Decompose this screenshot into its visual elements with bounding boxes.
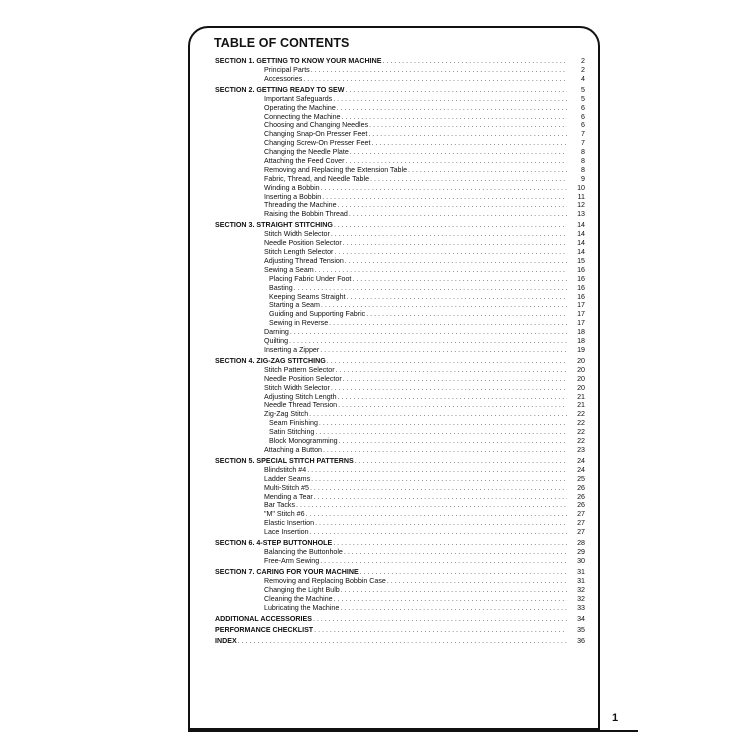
table-of-contents (215, 57, 585, 646)
toc-entry-label: Changing the Light Bulb (264, 585, 340, 594)
toc-entry-row (215, 557, 585, 566)
toc-entry-label: Fabric, Thread, and Needle Table (264, 174, 370, 183)
toc-entry-page: 21 (577, 401, 585, 410)
dot-leader (321, 301, 567, 310)
toc-entry-label: PERFORMANCE CHECKLIST (215, 625, 314, 634)
toc-entry-page: 20 (577, 365, 585, 374)
toc-entry-label: Important Safeguards (264, 94, 333, 103)
toc-entry-label: Block Monogramming (269, 436, 338, 445)
toc-entry-label: Adjusting Thread Tension (264, 256, 344, 265)
toc-entry-page: 8 (581, 156, 585, 165)
toc-entry-label: Choosing and Changing Needles (264, 121, 369, 130)
toc-section-row (215, 357, 585, 366)
toc-entry-label: Operating the Machine (264, 103, 336, 112)
toc-entry-row (215, 319, 585, 328)
toc-entry-label: Cleaning the Machine (264, 594, 333, 603)
toc-entry-row (215, 384, 585, 393)
toc-section-row (215, 539, 585, 548)
toc-entry-label: Principal Parts (264, 65, 310, 74)
toc-entry-label: Satin Stitching (269, 428, 315, 437)
toc-entry-page: 5 (581, 85, 585, 94)
dot-leader (338, 401, 567, 410)
toc-entry-row (215, 604, 585, 613)
toc-entry-row (215, 95, 585, 104)
toc-entry-label: SECTION 1. GETTING TO KNOW YOUR MACHINE (215, 57, 382, 65)
toc-entry-page: 14 (577, 248, 585, 257)
toc-entry-page: 17 (577, 319, 585, 328)
toc-entry-label: Elastic Insertion (264, 519, 315, 528)
toc-entry-page: 11 (577, 192, 585, 201)
toc-entry-page: 14 (577, 230, 585, 239)
toc-section-row (215, 86, 585, 95)
toc-entry-row (215, 519, 585, 528)
dot-leader (294, 284, 567, 293)
dot-leader (334, 248, 567, 257)
dot-leader (340, 604, 567, 613)
dot-leader (382, 57, 567, 66)
toc-entry-page: 18 (577, 328, 585, 337)
dot-leader (290, 328, 567, 337)
toc-entry-page: 5 (581, 94, 585, 103)
dot-leader (370, 175, 567, 184)
page-frame-bottom-rule (188, 730, 638, 732)
toc-section-row (215, 457, 585, 466)
dot-leader (344, 548, 567, 557)
toc-entry-row (215, 475, 585, 484)
toc-entry-page: 29 (577, 548, 585, 557)
toc-entry-page: 30 (577, 556, 585, 565)
toc-entry-page: 28 (577, 539, 585, 548)
dot-leader (315, 428, 567, 437)
dot-leader (322, 193, 567, 202)
page-title: TABLE OF CONTENTS (214, 36, 350, 50)
toc-entry-label: "M" Stitch #6 (264, 510, 305, 519)
dot-leader (360, 568, 567, 577)
toc-entry-page: 14 (577, 221, 585, 230)
toc-entry-label: Bar Tacks (264, 501, 296, 510)
toc-entry-label: Multi-Stitch #5 (264, 483, 309, 492)
toc-entry-label: Guiding and Supporting Fabric (269, 310, 366, 319)
dot-leader (345, 257, 567, 266)
toc-entry-page: 2 (581, 65, 585, 74)
dot-leader (333, 539, 567, 548)
toc-entry-label: Needle Position Selector (264, 239, 342, 248)
toc-entry-page: 7 (581, 130, 585, 139)
toc-entry-page: 2 (581, 57, 585, 65)
toc-entry-page: 32 (577, 585, 585, 594)
dot-leader (366, 310, 567, 319)
toc-entry-page: 24 (577, 456, 585, 465)
toc-entry-row (215, 346, 585, 355)
toc-entry-page: 26 (577, 492, 585, 501)
toc-entry-label: Inserting a Zipper (264, 345, 320, 354)
toc-entry-label: Connecting the Machine (264, 112, 341, 121)
toc-entry-label: ADDITIONAL ACCESSORIES (215, 614, 312, 623)
toc-entry-label: Seam Finishing (269, 419, 318, 428)
toc-entry-page: 17 (577, 301, 585, 310)
toc-entry-label: Lubricating the Machine (264, 603, 340, 612)
toc-entry-row (215, 393, 585, 402)
toc-entry-page: 8 (581, 165, 585, 174)
toc-entry-row (215, 257, 585, 266)
toc-entry-label: Changing Snap-On Presser Feet (264, 130, 368, 139)
toc-entry-label: Stitch Width Selector (264, 230, 330, 239)
dot-leader (338, 201, 567, 210)
toc-entry-label: SECTION 4. ZIG-ZAG STITCHING (215, 356, 326, 365)
dot-leader (320, 557, 567, 566)
toc-entry-label: Inserting a Bobbin (264, 192, 322, 201)
toc-entry-row (215, 275, 585, 284)
toc-entry-row (215, 157, 585, 166)
toc-entry-page: 31 (577, 568, 585, 576)
toc-entry-page: 19 (577, 345, 585, 354)
toc-entry-label: Accessories (264, 74, 303, 83)
toc-entry-label: INDEX (215, 636, 237, 645)
toc-entry-label: Threading the Machine (264, 201, 337, 210)
toc-entry-label: Free-Arm Sewing (264, 556, 320, 565)
toc-entry-page: 7 (581, 139, 585, 148)
dot-leader (345, 157, 567, 166)
dot-leader (320, 346, 567, 355)
toc-section-row (215, 221, 585, 230)
dot-leader (333, 95, 567, 104)
toc-entry-label: SECTION 5. SPECIAL STITCH PATTERNS (215, 456, 354, 465)
toc-entry-label: SECTION 2. GETTING READY TO SEW (215, 85, 345, 94)
dot-leader (314, 493, 567, 502)
dot-leader (329, 319, 567, 328)
toc-entry-label: Attaching a Button (264, 445, 322, 454)
toc-entry-label: Attaching the Feed Cover (264, 156, 345, 165)
toc-entry-page: 16 (577, 292, 585, 301)
dot-leader (408, 166, 567, 175)
toc-entry-row (215, 139, 585, 148)
toc-entry-row (215, 248, 585, 257)
toc-entry-row (215, 148, 585, 157)
toc-entry-page: 31 (577, 576, 585, 585)
toc-entry-label: Sewing in Reverse (269, 319, 329, 328)
toc-entry-page: 22 (577, 419, 585, 428)
toc-entry-label: Keeping Seams Straight (269, 292, 346, 301)
toc-entry-page: 24 (577, 465, 585, 474)
toc-entry-row (215, 375, 585, 384)
toc-entry-row (215, 310, 585, 319)
toc-entry-label: Stitch Length Selector (264, 248, 334, 257)
toc-entry-page: 8 (581, 148, 585, 157)
toc-entry-page: 16 (577, 283, 585, 292)
toc-entry-page: 36 (577, 636, 585, 645)
toc-entry-row (215, 419, 585, 428)
toc-entry-label: Starting a Seam (269, 301, 320, 310)
toc-entry-page: 35 (577, 625, 585, 634)
dot-leader (347, 293, 567, 302)
toc-entry-page: 16 (577, 265, 585, 274)
dot-leader (349, 210, 567, 219)
toc-entry-row (215, 230, 585, 239)
toc-entry-row (215, 130, 585, 139)
toc-entry-label: Mending a Tear (264, 492, 313, 501)
toc-entry-row (215, 113, 585, 122)
dot-leader (319, 419, 567, 428)
dot-leader (355, 457, 567, 466)
toc-section-row (215, 57, 585, 66)
toc-entry-row (215, 366, 585, 375)
toc-entry-page: 12 (577, 201, 585, 210)
toc-entry-row (215, 401, 585, 410)
dot-leader (323, 446, 567, 455)
toc-entry-row (215, 548, 585, 557)
dot-leader (339, 437, 567, 446)
dot-leader (238, 637, 567, 646)
toc-entry-row (215, 75, 585, 84)
toc-entry-row (215, 328, 585, 337)
dot-leader (314, 626, 567, 635)
dot-leader (321, 184, 567, 193)
toc-section-row (215, 615, 585, 624)
dot-leader (331, 230, 567, 239)
toc-entry-label: Placing Fabric Under Foot (269, 274, 352, 283)
toc-section-row (215, 626, 585, 635)
toc-entry-row (215, 501, 585, 510)
toc-entry-page: 6 (581, 121, 585, 130)
toc-entry-row (215, 104, 585, 113)
toc-entry-page: 13 (577, 210, 585, 219)
toc-entry-page: 15 (577, 256, 585, 265)
toc-entry-page: 22 (577, 428, 585, 437)
toc-entry-row (215, 510, 585, 519)
toc-entry-label: Needle Position Selector (264, 374, 342, 383)
toc-entry-page: 32 (577, 594, 585, 603)
dot-leader (387, 577, 567, 586)
toc-entry-page: 14 (577, 239, 585, 248)
toc-entry-page: 6 (581, 112, 585, 121)
toc-entry-page: 27 (577, 528, 585, 537)
toc-entry-page: 17 (577, 310, 585, 319)
toc-entry-label: Sewing a Seam (264, 265, 314, 274)
toc-entry-row (215, 586, 585, 595)
toc-entry-row (215, 577, 585, 586)
toc-section-row (215, 568, 585, 577)
toc-entry-row (215, 175, 585, 184)
toc-entry-page: 26 (577, 483, 585, 492)
toc-entry-page: 27 (577, 510, 585, 519)
dot-leader (337, 104, 567, 113)
toc-entry-page: 16 (577, 274, 585, 283)
page-number: 1 (612, 712, 619, 724)
toc-entry-label: Stitch Pattern Selector (264, 365, 335, 374)
toc-section-row (215, 637, 585, 646)
toc-entry-row (215, 528, 585, 537)
dot-leader (315, 519, 567, 528)
toc-entry-page: 25 (577, 474, 585, 483)
toc-entry-page: 22 (577, 436, 585, 445)
toc-entry-page: 33 (577, 603, 585, 612)
toc-entry-row (215, 210, 585, 219)
toc-entry-label: Lace Insertion (264, 528, 309, 537)
dot-leader (338, 393, 567, 402)
dot-leader (307, 466, 567, 475)
dot-leader (350, 148, 567, 157)
toc-entry-label: Stitch Width Selector (264, 383, 330, 392)
toc-entry-label: Changing the Needle Plate (264, 148, 349, 157)
dot-leader (345, 86, 567, 95)
dot-leader (369, 121, 567, 130)
toc-entry-label: Adjusting Stitch Length (264, 392, 337, 401)
toc-entry-row (215, 493, 585, 502)
toc-entry-label: Raising the Bobbin Thread (264, 210, 348, 219)
dot-leader (306, 510, 567, 519)
toc-entry-label: Balancing the Buttonhole (264, 548, 343, 557)
toc-entry-row (215, 410, 585, 419)
toc-entry-row (215, 484, 585, 493)
dot-leader (309, 410, 567, 419)
dot-leader (342, 113, 567, 122)
toc-entry-page: 18 (577, 336, 585, 345)
toc-entry-page: 23 (577, 445, 585, 454)
toc-entry-page: 9 (581, 174, 585, 183)
dot-leader (289, 337, 567, 346)
toc-entry-page: 21 (577, 392, 585, 401)
toc-entry-label: SECTION 6. 4-STEP BUTTONHOLE (215, 539, 333, 548)
toc-entry-label: SECTION 3. STRAIGHT STITCHING (215, 221, 333, 230)
toc-entry-label: Basting (269, 283, 293, 292)
dot-leader (371, 139, 567, 148)
toc-entry-label: Blindstitch #4 (264, 465, 307, 474)
dot-leader (343, 239, 567, 248)
dot-leader (310, 484, 567, 493)
toc-entry-row (215, 428, 585, 437)
toc-entry-page: 20 (577, 356, 585, 365)
dot-leader (336, 366, 567, 375)
dot-leader (311, 66, 567, 75)
dot-leader (334, 595, 567, 604)
toc-entry-label: Ladder Seams (264, 474, 311, 483)
dot-leader (352, 275, 567, 284)
toc-entry-row (215, 437, 585, 446)
toc-entry-row (215, 266, 585, 275)
toc-entry-row (215, 121, 585, 130)
toc-entry-page: 10 (577, 183, 585, 192)
toc-entry-row (215, 184, 585, 193)
toc-entry-row (215, 595, 585, 604)
dot-leader (315, 266, 567, 275)
toc-entry-page: 26 (577, 501, 585, 510)
toc-entry-row (215, 284, 585, 293)
toc-entry-label: Darning (264, 328, 289, 337)
toc-entry-label: Zig-Zag Stitch (264, 410, 309, 419)
toc-entry-label: SECTION 7. CARING FOR YOUR MACHINE (215, 568, 359, 576)
toc-entry-row (215, 466, 585, 475)
toc-entry-label: Quilting (264, 336, 289, 345)
toc-entry-row (215, 337, 585, 346)
toc-entry-row (215, 66, 585, 75)
toc-entry-page: 34 (577, 614, 585, 623)
toc-entry-label: Needle Thread Tension (264, 401, 338, 410)
dot-leader (368, 130, 567, 139)
toc-entry-page: 20 (577, 383, 585, 392)
dot-leader (334, 221, 567, 230)
toc-entry-label: Removing and Replacing Bobbin Case (264, 576, 386, 585)
dot-leader (341, 586, 567, 595)
dot-leader (311, 475, 567, 484)
toc-entry-row (215, 239, 585, 248)
dot-leader (310, 528, 567, 537)
dot-leader (313, 615, 567, 624)
dot-leader (327, 357, 567, 366)
toc-entry-page: 20 (577, 374, 585, 383)
toc-entry-label: Winding a Bobbin (264, 183, 320, 192)
dot-leader (343, 375, 567, 384)
toc-entry-row (215, 293, 585, 302)
toc-entry-row (215, 166, 585, 175)
toc-entry-page: 4 (581, 74, 585, 83)
dot-leader (331, 384, 567, 393)
toc-entry-label: Changing Screw-On Presser Feet (264, 139, 371, 148)
toc-entry-page: 6 (581, 103, 585, 112)
dot-leader (303, 75, 567, 84)
toc-entry-page: 27 (577, 519, 585, 528)
toc-entry-row (215, 446, 585, 455)
toc-entry-page: 22 (577, 410, 585, 419)
toc-entry-label: Removing and Replacing the Extension Table (264, 165, 408, 174)
toc-entry-row (215, 201, 585, 210)
toc-entry-row (215, 193, 585, 202)
toc-entry-row (215, 301, 585, 310)
dot-leader (296, 501, 567, 510)
